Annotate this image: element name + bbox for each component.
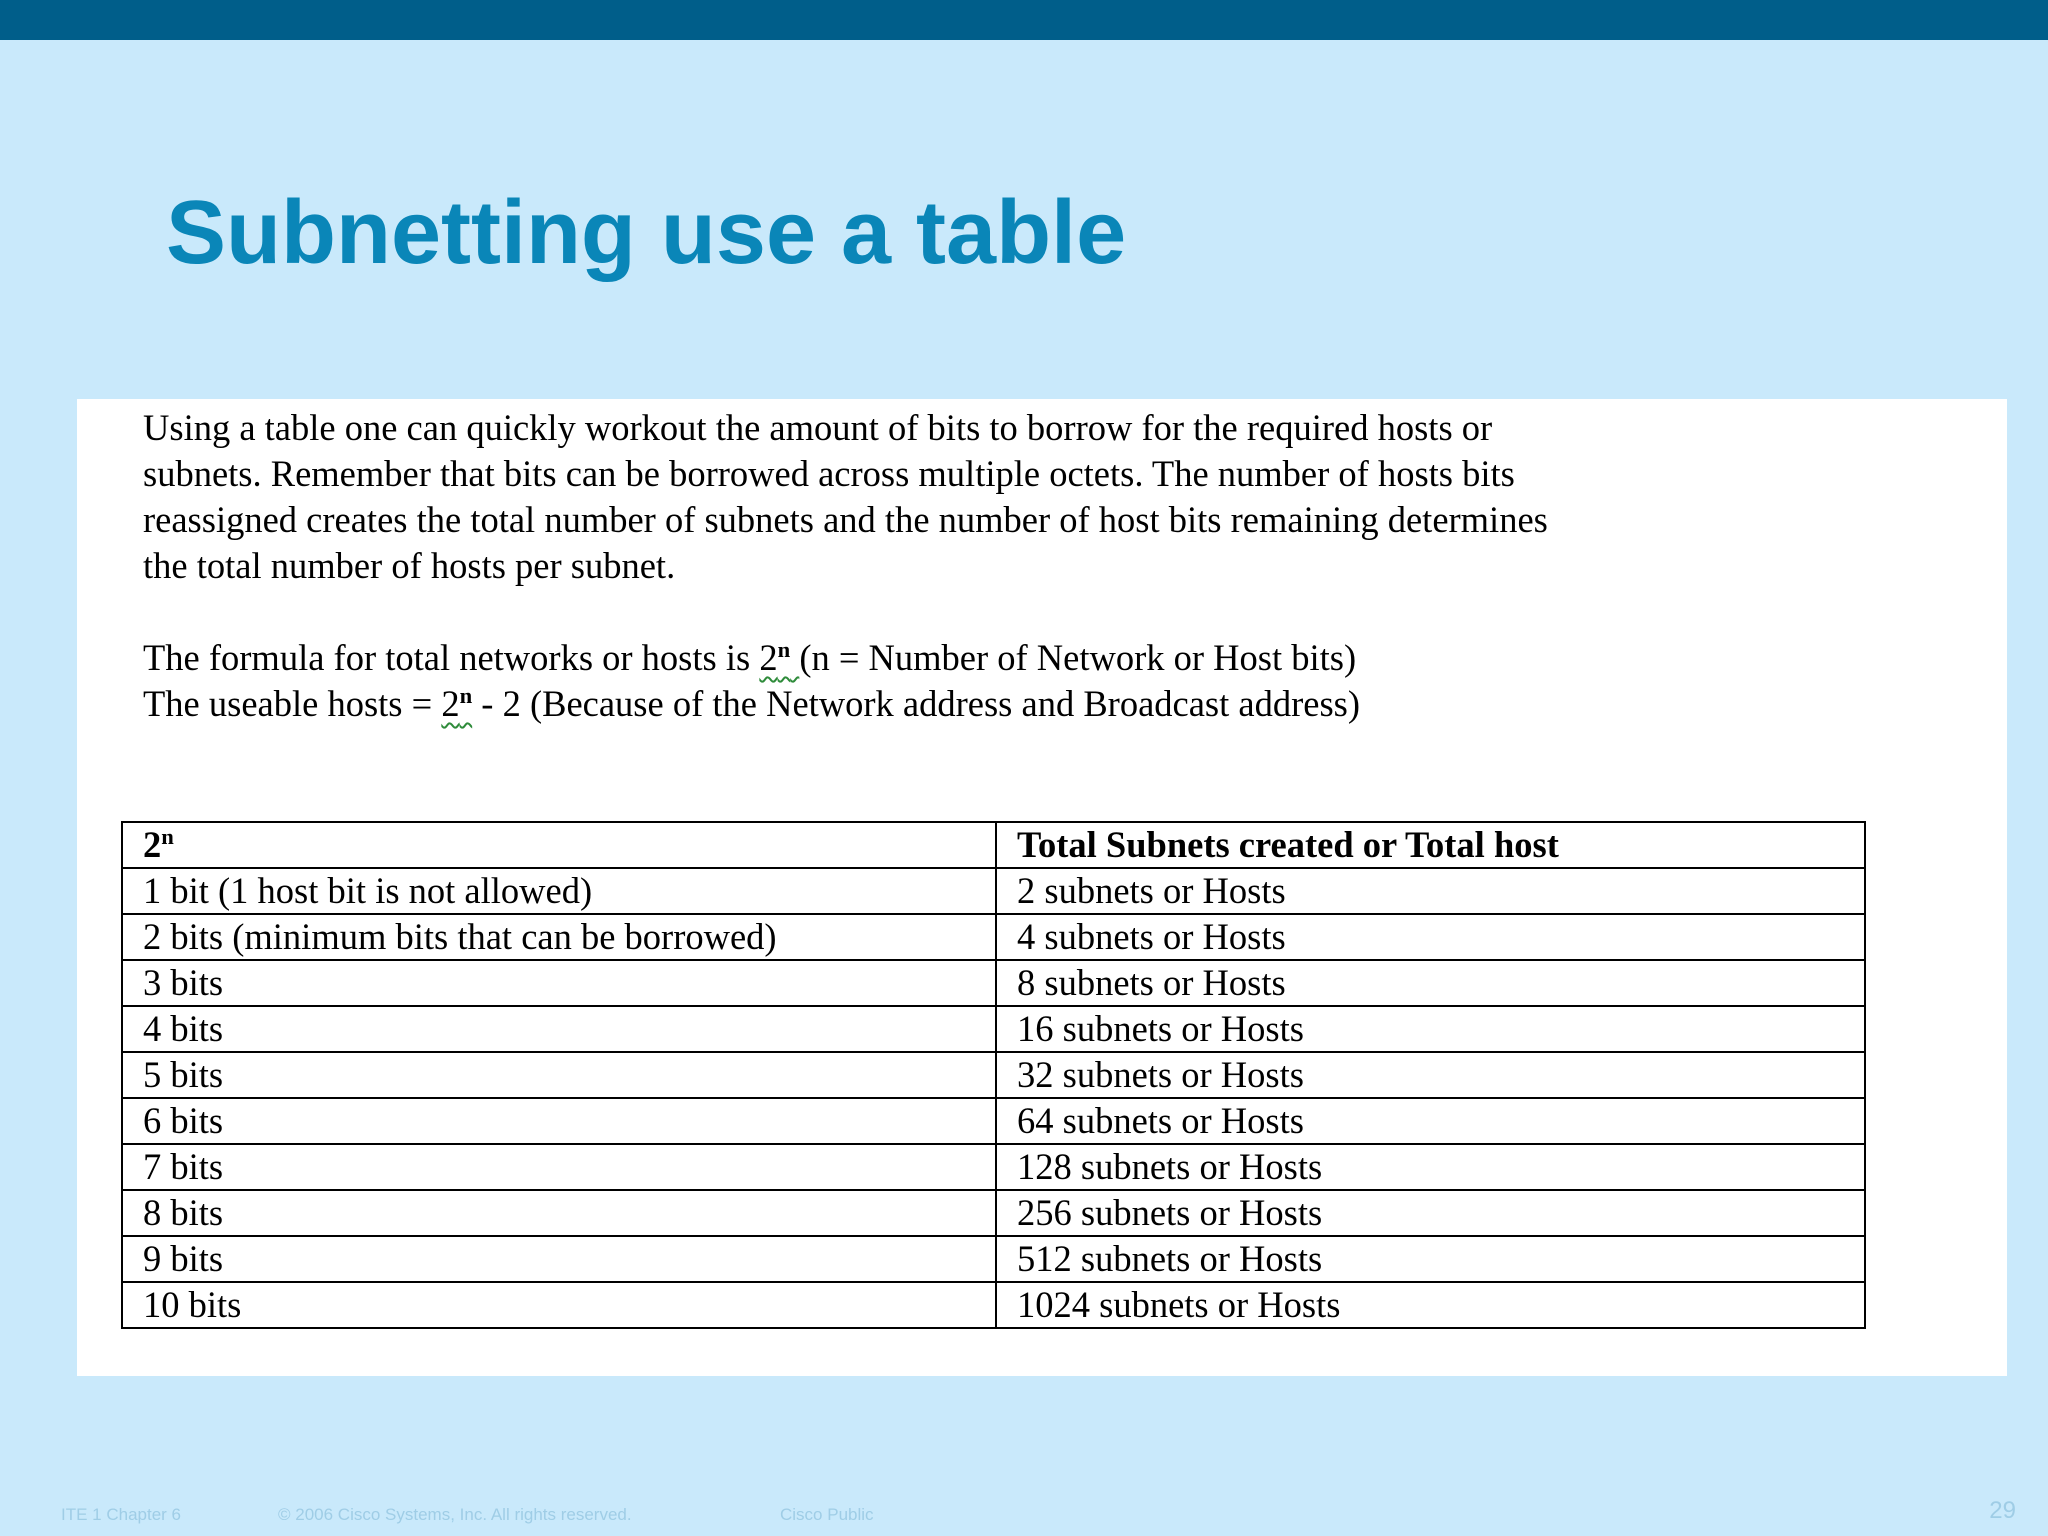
bits-cell: 7 bits (122, 1144, 996, 1190)
header-bits (122, 822, 996, 868)
bits-cell: 1 bit (1 host bit is not allowed) (122, 868, 996, 914)
formula-useable-power (441, 683, 472, 724)
result-cell: 64 subnets or Hosts (996, 1098, 1865, 1144)
footer-classification: Cisco Public (780, 1505, 874, 1524)
bits-cell: 10 bits (122, 1282, 996, 1328)
bits-cell: 8 bits (122, 1190, 996, 1236)
formula-useable-exponent: n (459, 682, 473, 708)
bits-cell: 9 bits (122, 1236, 996, 1282)
table-row (122, 960, 1865, 1006)
table-row (122, 914, 1865, 960)
paragraph-line: Using a table one can quickly workout the amount of bits to borrow for the required hosts or (143, 407, 1493, 448)
footer-copyright: © 2006 Cisco Systems, Inc. All rights reserved. (278, 1505, 632, 1524)
formula-useable-suffix: - 2 (Because of the Network address and Broadcast address) (472, 683, 1361, 724)
table-row (122, 1236, 1865, 1282)
result-cell: 8 subnets or Hosts (996, 960, 1865, 1006)
formula-useable (143, 681, 1993, 727)
header-base: 2 (143, 824, 162, 865)
bits-cell: 6 bits (122, 1098, 996, 1144)
bits-cell: 4 bits (122, 1006, 996, 1052)
table-header-row (122, 822, 1865, 868)
table-row (122, 1282, 1865, 1328)
formula-total-base: 2 (759, 637, 778, 678)
table-row (122, 1144, 1865, 1190)
bits-cell: 5 bits (122, 1052, 996, 1098)
formula-useable-base: 2 (441, 683, 460, 724)
result-cell: 1024 subnets or Hosts (996, 1282, 1865, 1328)
page-number: 29 (1989, 1497, 2016, 1524)
bits-cell: 2 bits (minimum bits that can be borrowed) (122, 914, 996, 960)
formula-total-exponent: n (777, 636, 791, 662)
result-cell: 16 subnets or Hosts (996, 1006, 1865, 1052)
result-cell: 512 subnets or Hosts (996, 1236, 1865, 1282)
result-cell: 128 subnets or Hosts (996, 1144, 1865, 1190)
table-row (122, 1052, 1865, 1098)
table-row (122, 868, 1865, 914)
table-row (122, 1006, 1865, 1052)
result-cell: 4 subnets or Hosts (996, 914, 1865, 960)
bits-cell: 3 bits (122, 960, 996, 1006)
result-cell: 2 subnets or Hosts (996, 868, 1865, 914)
content-panel (77, 399, 2007, 1376)
paragraph-line: reassigned creates the total number of subnets and the number of host bits remaining determines (143, 499, 1548, 540)
formula-total (143, 635, 1993, 681)
paragraph-line: subnets. Remember that bits can be borrowed across multiple octets. The number of hosts bits (143, 453, 1515, 494)
explanation-text (143, 405, 1993, 727)
header-total: Total Subnets created or Total host (996, 822, 1865, 868)
result-cell: 256 subnets or Hosts (996, 1190, 1865, 1236)
result-cell: 32 subnets or Hosts (996, 1052, 1865, 1098)
top-bar (0, 0, 2048, 40)
table-row (122, 1098, 1865, 1144)
header-exponent: n (161, 823, 174, 849)
paragraph-line: the total number of hosts per subnet. (143, 545, 676, 586)
table-row (122, 1190, 1865, 1236)
formula-total-suffix: (n = Number of Network or Host bits) (799, 637, 1357, 678)
subnet-table (121, 821, 1866, 1329)
formula-total-prefix: The formula for total networks or hosts is (143, 637, 760, 678)
spacer (143, 589, 1993, 635)
slide-title: Subnetting use a table (166, 183, 1127, 283)
formula-useable-prefix: The useable hosts = (143, 683, 442, 724)
footer-chapter: ITE 1 Chapter 6 (61, 1505, 182, 1524)
formula-total-power (759, 637, 799, 678)
